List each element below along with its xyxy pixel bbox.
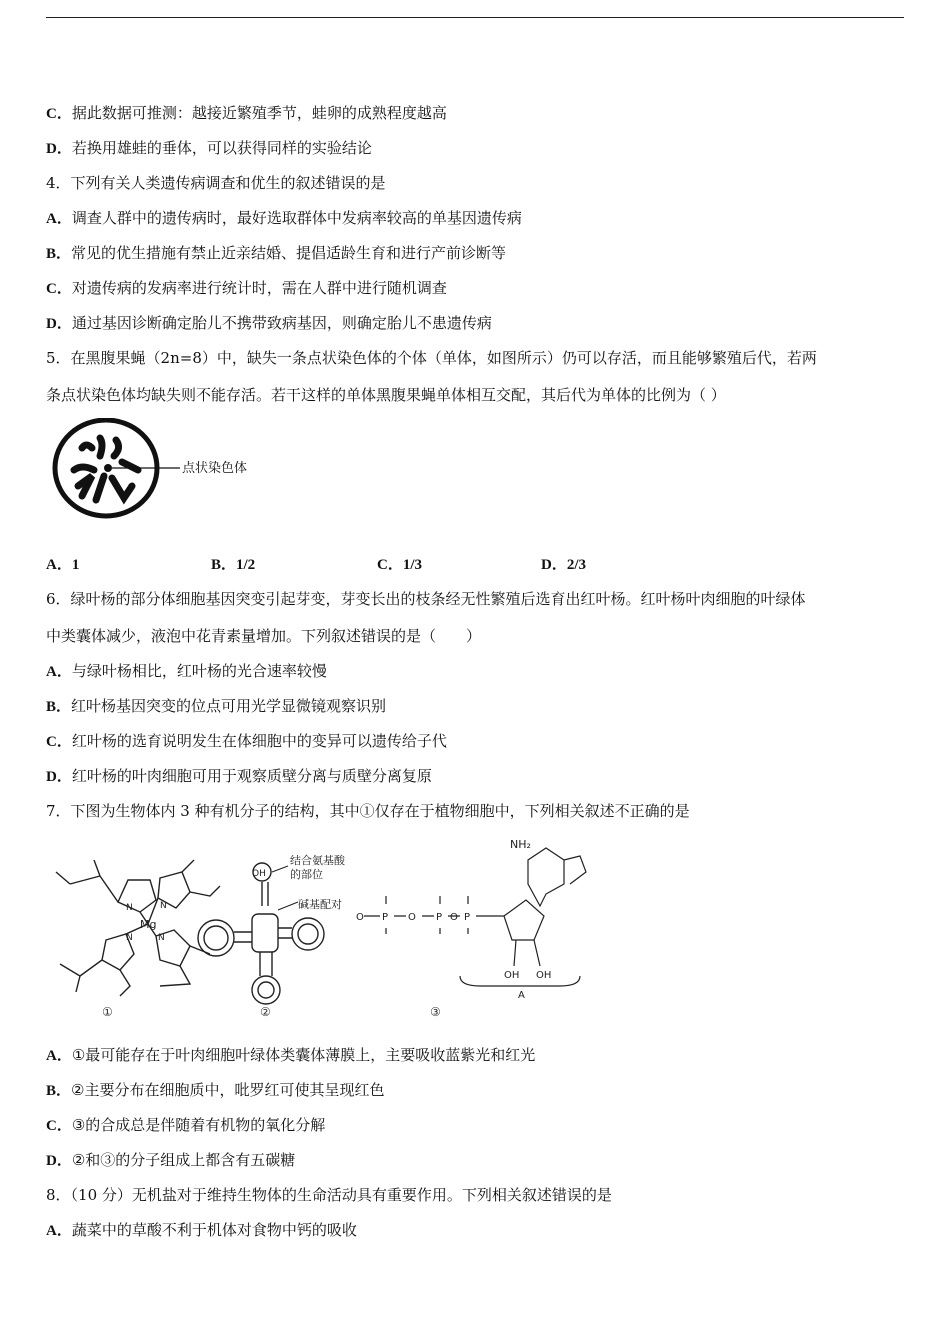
trna-structure bbox=[198, 863, 324, 1004]
line-text: 调查人群中的遗传病时，最好选取群体中发病率较高的单基因遗传病 bbox=[71, 209, 522, 227]
line-text: 对遗传病的发病率进行统计时，需在人群中进行随机调查 bbox=[71, 279, 447, 297]
option-letter: C． bbox=[46, 281, 72, 297]
text-line-l13 bbox=[46, 696, 386, 717]
line-text: 红叶杨基因突变的位点可用光学显微镜观察识别 bbox=[71, 697, 387, 715]
q5-choice-d[interactable]: D．2/3 bbox=[541, 557, 587, 573]
q5-choice-a[interactable]: A．1 bbox=[46, 557, 80, 573]
line-text: 与绿叶杨相比，红叶杨的光合速率较慢 bbox=[71, 662, 327, 680]
line-text: 通过基因诊断确定胎儿不携带致病基因，则确定胎儿不患遗传病 bbox=[71, 314, 492, 332]
line-text: 条点状染色体均缺失则不能存活。若干这样的单体黑腹果蝇单体相互交配，其后代为单体的比例为（ ） bbox=[46, 386, 726, 404]
p-label-2: P bbox=[436, 912, 443, 923]
line-text: ①最可能存在于叶肉细胞叶绿体类囊体薄膜上，主要吸收蓝紫光和红光 bbox=[71, 1046, 536, 1064]
chromosome-figure bbox=[52, 418, 272, 520]
chlorophyll-structure bbox=[56, 860, 220, 996]
molecules-figure bbox=[40, 836, 600, 1022]
text-line-l10 bbox=[46, 589, 806, 609]
label-2: ② bbox=[260, 1005, 271, 1019]
line-text: 7．下图为生物体内 3 种有机分子的结构，其中①仅存在于植物细胞中，下列相关叙述不正确的是 bbox=[46, 802, 690, 820]
text-line-l8 bbox=[46, 348, 817, 368]
n-label-3: N bbox=[158, 933, 165, 943]
text-line-l1 bbox=[46, 103, 447, 124]
text-line-l16 bbox=[46, 801, 690, 821]
line-text: 红叶杨的选育说明发生在体细胞中的变异可以遗传给子代 bbox=[71, 732, 447, 750]
site-label-2: 的部位 bbox=[290, 868, 323, 881]
text-line-l15 bbox=[46, 766, 432, 787]
o-label-1: O bbox=[356, 912, 364, 923]
text-line-l20 bbox=[46, 1150, 295, 1171]
oh-label-1: OH bbox=[504, 970, 520, 981]
line-text: 蔬菜中的草酸不利于机体对食物中钙的吸收 bbox=[71, 1221, 357, 1239]
line-text: 常见的优生措施有禁止近亲结婚、提倡适龄生育和进行产前诊断等 bbox=[71, 244, 507, 262]
option-letter: D． bbox=[46, 1153, 72, 1169]
n-label-2: N bbox=[160, 901, 167, 911]
p-label-3: P bbox=[464, 912, 471, 923]
dot-chromosome-label: 点状染色体 bbox=[182, 461, 248, 476]
p-label-1: P bbox=[382, 912, 389, 923]
text-line-l19 bbox=[46, 1115, 325, 1136]
o-label-3: O bbox=[450, 912, 458, 923]
line-text: ②和③的分子组成上都含有五碳糖 bbox=[71, 1151, 296, 1169]
q5-choice-b[interactable]: B．1/2 bbox=[211, 557, 256, 573]
o-label-2: O bbox=[408, 912, 416, 923]
line-text: 8．（10 分）无机盐对于维持生物体的生命活动具有重要作用。下列相关叙述错误的是 bbox=[46, 1186, 612, 1204]
line-text: ②主要分布在细胞质中，吡罗红可使其呈现红色 bbox=[71, 1081, 385, 1099]
text-line-l5 bbox=[46, 243, 506, 264]
option-letter: B． bbox=[46, 699, 72, 715]
pair-label: 碱基配对 bbox=[298, 898, 342, 911]
option-letter: A． bbox=[46, 664, 72, 680]
line-text: 红叶杨的叶肉细胞可用于观察质壁分离与质壁分离复原 bbox=[71, 767, 432, 785]
text-line-l9 bbox=[46, 385, 726, 405]
text-line-l6 bbox=[46, 278, 447, 299]
text-line-l4 bbox=[46, 208, 522, 229]
line-text: 若换用雄蛙的垂体，可以获得同样的实验结论 bbox=[71, 139, 372, 157]
option-letter: D． bbox=[46, 316, 72, 332]
option-letter: A． bbox=[46, 211, 72, 227]
oh-label-2: OH bbox=[536, 970, 552, 981]
line-text: ③的合成总是伴随着有机物的氧化分解 bbox=[71, 1116, 326, 1134]
option-letter: C． bbox=[46, 734, 72, 750]
text-line-l12 bbox=[46, 661, 327, 682]
q5-choice-c[interactable]: C．1/3 bbox=[377, 557, 423, 573]
a-label: A bbox=[518, 990, 525, 1001]
oh-site-label: OH bbox=[252, 869, 266, 879]
option-letter: D． bbox=[46, 769, 72, 785]
n-label-1: N bbox=[126, 903, 133, 913]
site-label-1: 结合氨基酸 bbox=[290, 854, 345, 867]
line-text: 5．在黑腹果蝇（2n=8）中，缺失一条点状染色体的个体（单体，如图所示）仍可以存活，而且能够繁殖后代，若两 bbox=[46, 349, 817, 367]
option-letter: D． bbox=[46, 141, 72, 157]
text-line-l11 bbox=[46, 626, 481, 646]
text-line-l17 bbox=[46, 1045, 535, 1066]
label-3: ③ bbox=[430, 1005, 441, 1019]
top-rule bbox=[46, 17, 904, 18]
text-line-l2 bbox=[46, 138, 372, 159]
text-line-l21 bbox=[46, 1185, 612, 1205]
dot-chromosome bbox=[104, 464, 112, 472]
text-line-l3 bbox=[46, 173, 386, 193]
option-letter: A． bbox=[46, 1223, 72, 1239]
line-text: 中类囊体减少，液泡中花青素量增加。下列叙述错误的是（ ） bbox=[46, 627, 482, 645]
text-line-l22 bbox=[46, 1220, 357, 1241]
label-1: ① bbox=[102, 1005, 113, 1019]
line-text: 据此数据可推测：越接近繁殖季节，蛙卵的成熟程度越高 bbox=[71, 104, 447, 122]
n-label-4: N bbox=[126, 933, 133, 943]
option-letter: B． bbox=[46, 1083, 72, 1099]
option-letter: C． bbox=[46, 106, 72, 122]
option-letter: C． bbox=[46, 1118, 72, 1134]
nh2-label: NH₂ bbox=[510, 838, 531, 851]
text-line-l14 bbox=[46, 731, 447, 752]
line-text: 4．下列有关人类遗传病调查和优生的叙述错误的是 bbox=[46, 174, 386, 192]
option-letter: B． bbox=[46, 246, 72, 262]
option-letter: A． bbox=[46, 1048, 72, 1064]
line-text: 6．绿叶杨的部分体细胞基因突变引起芽变，芽变长出的枝条经无性繁殖后选育出红叶杨。红叶杨叶肉细胞的叶绿体 bbox=[46, 590, 806, 608]
atp-structure bbox=[364, 848, 586, 986]
text-line-l18 bbox=[46, 1080, 384, 1101]
mg-label: Mg bbox=[140, 918, 157, 931]
text-line-l7 bbox=[46, 313, 492, 334]
